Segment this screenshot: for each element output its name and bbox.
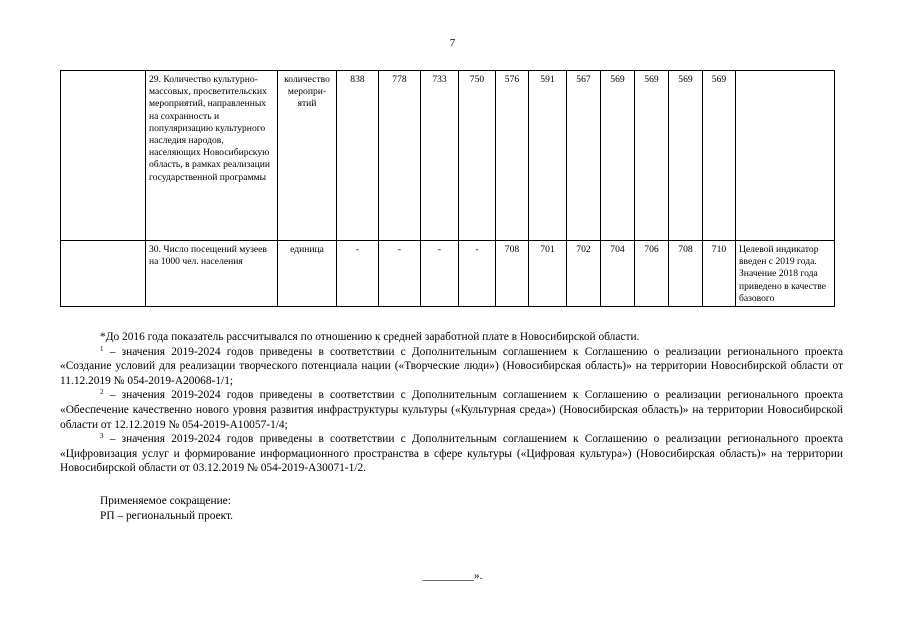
table-row <box>61 241 835 307</box>
empty-cell <box>61 241 146 307</box>
value-cell: 708 <box>496 241 529 307</box>
abbreviations-heading: Применяемое сокращение: <box>100 495 231 507</box>
value-cell: - <box>379 241 421 307</box>
footnote-marker: 2 <box>100 388 104 397</box>
value-cell: 706 <box>635 241 669 307</box>
footnote-1 <box>60 345 843 389</box>
abbreviations <box>100 494 233 524</box>
footnote-marker: 1 <box>100 344 104 353</box>
unit-cell: количество меропри-ятий <box>278 71 337 241</box>
value-cell: 704 <box>601 241 635 307</box>
page-number: 7 <box>449 37 456 49</box>
value-cell: 701 <box>529 241 567 307</box>
value-cell: 569 <box>601 71 635 241</box>
value-cell: 591 <box>529 71 567 241</box>
indicator-name-cell: 29. Количество культурно-массовых, просветительских мероприятий, направленных на сохранность и популяризацию культурного наследия народов, населяющих Новосибирскую область, в рамках реализации государственной программы <box>146 71 278 241</box>
value-cell: 569 <box>703 71 736 241</box>
value-cell: - <box>459 241 496 307</box>
value-cell: 569 <box>669 71 703 241</box>
footnotes <box>60 330 843 476</box>
value-cell: - <box>337 241 379 307</box>
footnote-text: – значения 2019-2024 годов приведены в соответствии с Дополнительным соглашением к Соглашению о реализации регионального проекта «Цифровизация услуг и формирование информационного пространства в сфере культуры («Цифровая культура») (Новосибирская область)» на территории Новосибирской области от 03.12.2019 № 054-2019-А30071-1/2. <box>60 433 843 475</box>
indicator-name-cell: 30. Число посещений музеев на 1000 чел. населения <box>146 241 278 307</box>
value-cell: 733 <box>421 71 459 241</box>
unit-cell: единица <box>278 241 337 307</box>
value-cell: 838 <box>337 71 379 241</box>
value-cell: 778 <box>379 71 421 241</box>
footnote-text: – значения 2019-2024 годов приведены в соответствии с Дополнительным соглашением к Соглашению о реализации регионального проекта «Обеспечение качественно нового уровня развития инфраструктуры культуры («Культурная среда») (Новосибирская область)» на территории Новосибирской области от 12.12.2019 № 054-2019-А10057-1/4; <box>60 389 843 431</box>
value-cell: 708 <box>669 241 703 307</box>
footnote-2 <box>60 388 843 432</box>
footnote-text: – значения 2019-2024 годов приведены в соответствии с Дополнительным соглашением к Соглашению о реализации регионального проекта «Создание условий для реализации творческого потенциала нации («Творческие люди») (Новосибирская область)» на территории Новосибирской области от 11.12.2019 № 054-2019-А20068-1/1; <box>60 345 843 387</box>
footnote-star: *До 2016 года показатель рассчитывался по отношению к средней заработной плате в Новосибирской области. <box>100 331 640 343</box>
value-cell: 702 <box>567 241 601 307</box>
note-cell: Целевой индикатор введен с 2019 года. Значение 2018 года приведено в качестве базового <box>736 241 835 307</box>
indicators-table <box>60 70 835 307</box>
value-cell: 567 <box>567 71 601 241</box>
value-cell: 750 <box>459 71 496 241</box>
abbreviation-item: РП – региональный проект. <box>100 510 234 522</box>
closing-line: _________». <box>422 570 483 582</box>
footnote-3 <box>60 432 843 476</box>
value-cell: - <box>421 241 459 307</box>
note-cell <box>736 71 835 241</box>
empty-cell <box>61 71 146 241</box>
table-row <box>61 71 835 241</box>
value-cell: 569 <box>635 71 669 241</box>
footnote-marker: 3 <box>100 432 104 441</box>
value-cell: 710 <box>703 241 736 307</box>
value-cell: 576 <box>496 71 529 241</box>
